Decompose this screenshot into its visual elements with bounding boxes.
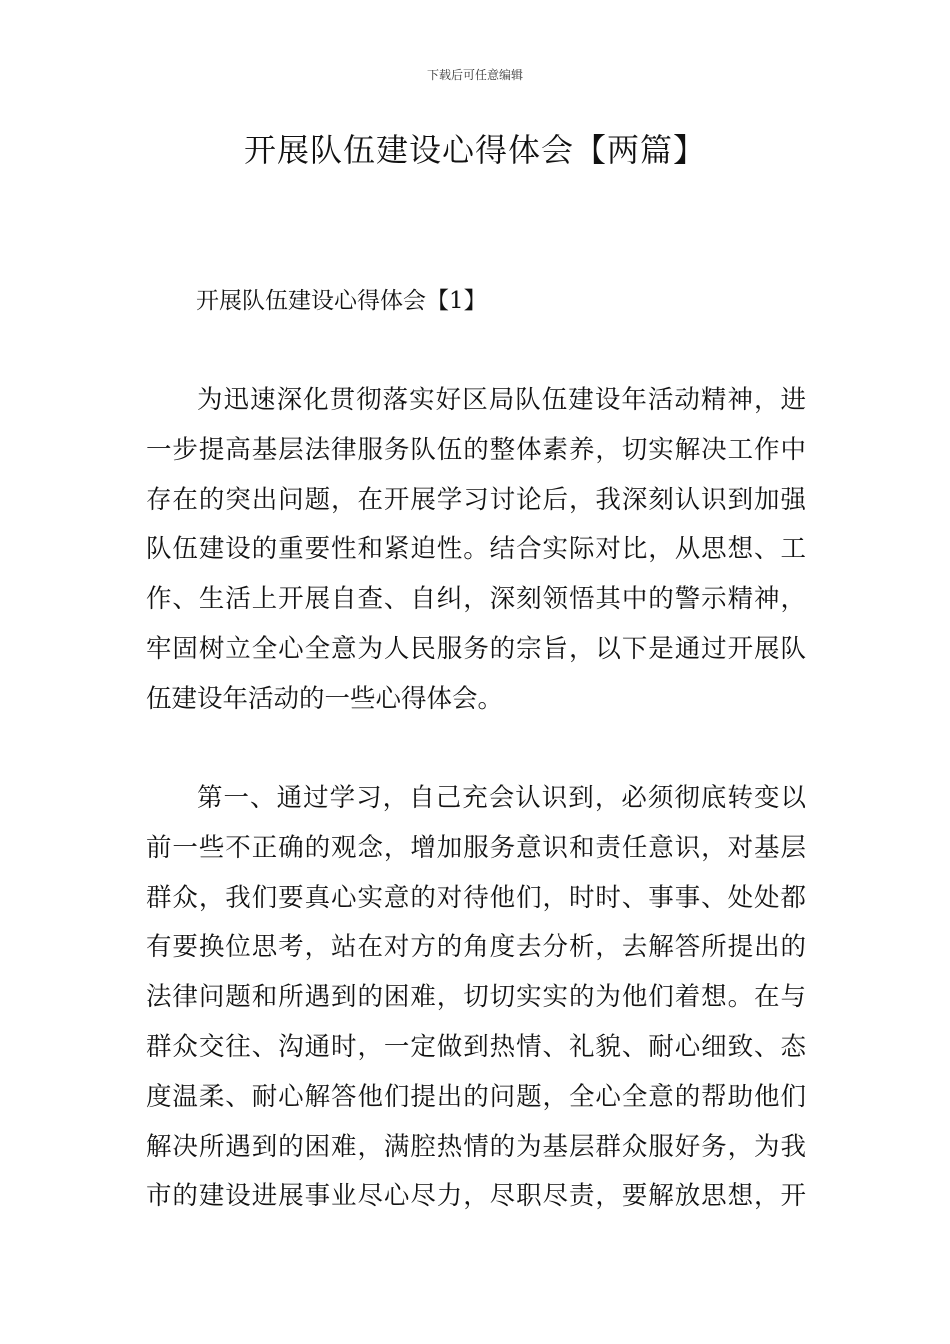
paragraph-line: 法律问题和所遇到的困难，切切实实的为他们着想。在与 [146,982,806,1013]
paragraph-line: 解决所遇到的困难，满腔热情的为基层群众服好务，为我 [146,1131,806,1162]
section-heading: 开展队伍建设心得体会【1】 [196,288,487,314]
paragraph-line: 群众交往、沟通时，一定做到热情、礼貌、耐心细致、态 [146,1031,806,1062]
paragraph-line: 有要换位思考，站在对方的角度去分析，去解答所提出的 [146,932,806,963]
paragraph-2 [146,774,806,1222]
document-title: 开展队伍建设心得体会【两篇】 [243,131,706,169]
paragraph-line: 作、生活上开展自查、自纠，深刻领悟其中的警示精神， [146,584,806,615]
paragraph-line: 第一、通过学习，自己充会认识到，必须彻底转变以 [197,783,806,813]
paragraph-line: 前一些不正确的观念，增加服务意识和责任意识，对基层 [146,832,806,863]
header-note: 下载后可任意编辑 [426,68,523,82]
paragraph-1 [146,376,806,725]
paragraph-line: 度温柔、耐心解答他们提出的问题，全心全意的帮助他们 [146,1081,806,1112]
paragraph-line: 一步提高基层法律服务队伍的整体素养，切实解决工作中 [146,434,806,465]
paragraph-line: 伍建设年活动的一些心得体会。 [146,683,504,714]
paragraph-line: 市的建设进展事业尽心尽力，尽职尽责，要解放思想，开 [146,1181,806,1212]
paragraph-line: 群众，我们要真心实意的对待他们，时时、事事、处处都 [146,882,806,913]
paragraph-line: 牢固树立全心全意为人民服务的宗旨，以下是通过开展队 [146,633,806,664]
paragraph-line: 为迅速深化贯彻落实好区局队伍建设年活动精神，进 [197,385,806,415]
paragraph-line: 存在的突出问题，在开展学习讨论后，我深刻认识到加强 [146,484,806,515]
paragraph-line: 队伍建设的重要性和紧迫性。结合实际对比，从思想、工 [146,534,806,565]
